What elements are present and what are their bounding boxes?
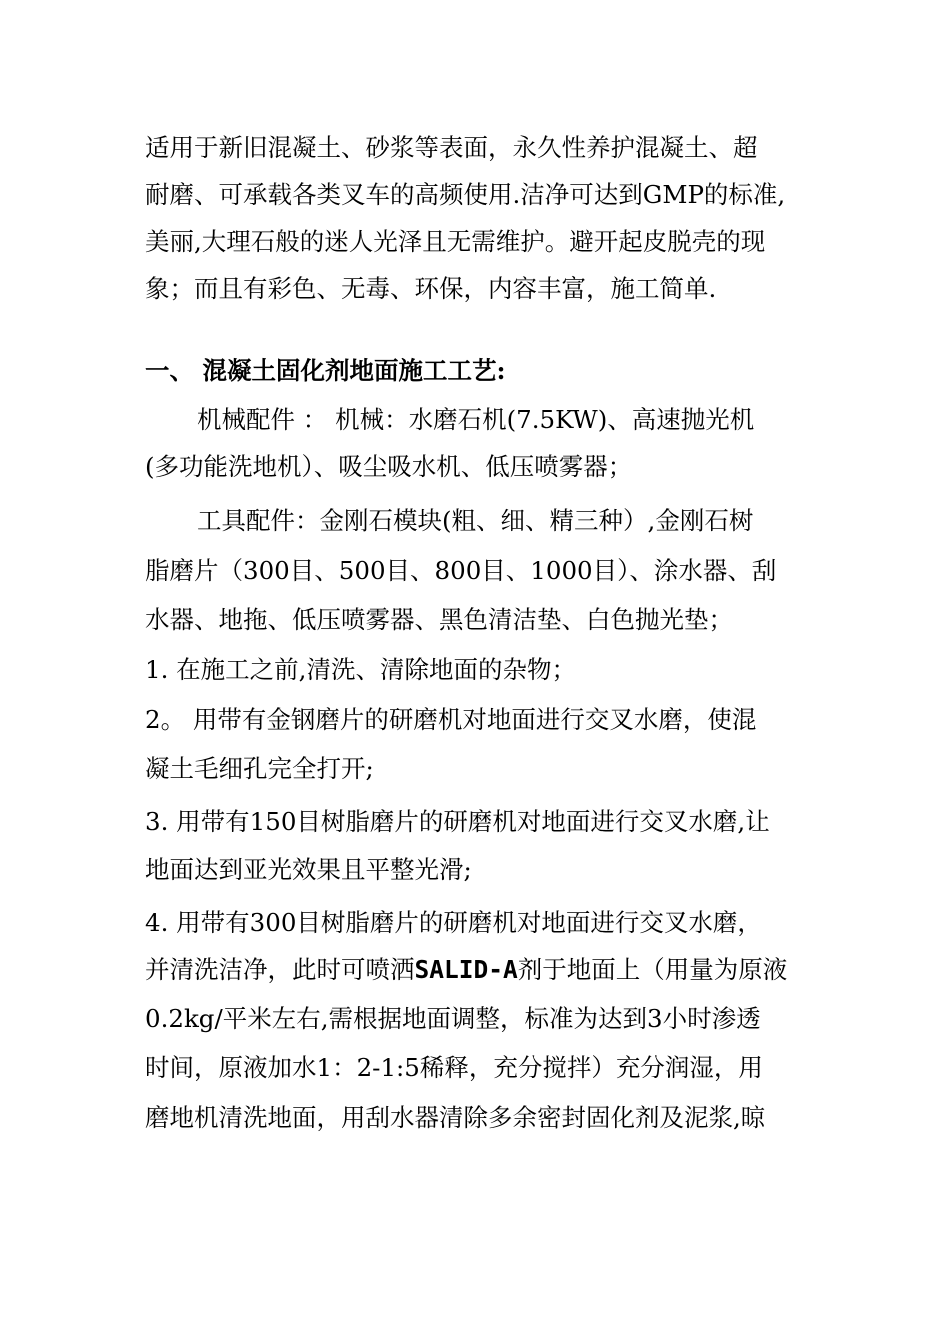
step-4-line-2-before: 并清洗洁净，此时可喷洒 [145, 955, 415, 984]
tool-parts-line-2: 脂磨片（300目、500目、800目、1000目）、涂水器、刮 [145, 556, 777, 585]
machine-parts-line-1: 机械配件 ： 机械：水磨石机(7.5KW)、高速抛光机 [197, 405, 755, 434]
step-3-line-1: 3. 用带有150目树脂磨片的研磨机对地面进行交叉水磨,让 [145, 807, 770, 836]
step-2-line-2: 凝土毛细孔完全打开; [145, 754, 374, 783]
tool-parts-line-1: 工具配件：金刚石模块(粗、细、精三种）,金刚石树 [197, 506, 754, 535]
section-heading: 一、 混凝土固化剂地面施工工艺: [145, 356, 506, 385]
product-name: SALID-A [414, 955, 518, 984]
step-4-line-4: 时间，原液加水1：2-1:5稀释，充分搅拌）充分润湿，用 [145, 1053, 763, 1082]
machine-parts-line-2: (多功能洗地机）、吸尘吸水机、低压喷雾器； [145, 452, 633, 481]
step-4-line-5: 磨地机清洗地面，用刮水器清除多余密封固化剂及泥浆,晾 [145, 1103, 766, 1132]
step-1-line-1: 1. 在施工之前,清洗、清除地面的杂物； [145, 655, 576, 684]
tool-parts-line-3: 水器、地拖、低压喷雾器、黑色清洁垫、白色抛光垫； [145, 605, 733, 634]
intro-line-3: 美丽,大理石般的迷人光泽且无需维护。避开起皮脱壳的现 [145, 227, 766, 256]
step-2-line-1: 2。 用带有金钢磨片的研磨机对地面进行交叉水磨，使混 [145, 705, 757, 734]
step-3-line-2: 地面达到亚光效果且平整光滑; [145, 855, 472, 884]
intro-line-2: 耐磨、可承载各类叉车的高频使用.洁净可达到GMP的标准, [145, 180, 786, 209]
intro-line-1: 适用于新旧混凝土、砂浆等表面，永久性养护混凝土、超 [145, 133, 758, 162]
step-4-line-2 [145, 950, 787, 990]
step-4-line-2-after: 剂于地面上（用量为原液 [517, 955, 788, 984]
step-4-line-1: 4. 用带有300目树脂磨片的研磨机对地面进行交叉水磨， [145, 908, 762, 937]
step-4-line-3: 0.2kg/平米左右,需根据地面调整，标准为达到3小时渗透 [145, 1004, 761, 1033]
intro-line-4: 象；而且有彩色、无毒、环保，内容丰富，施工简单. [145, 274, 717, 303]
